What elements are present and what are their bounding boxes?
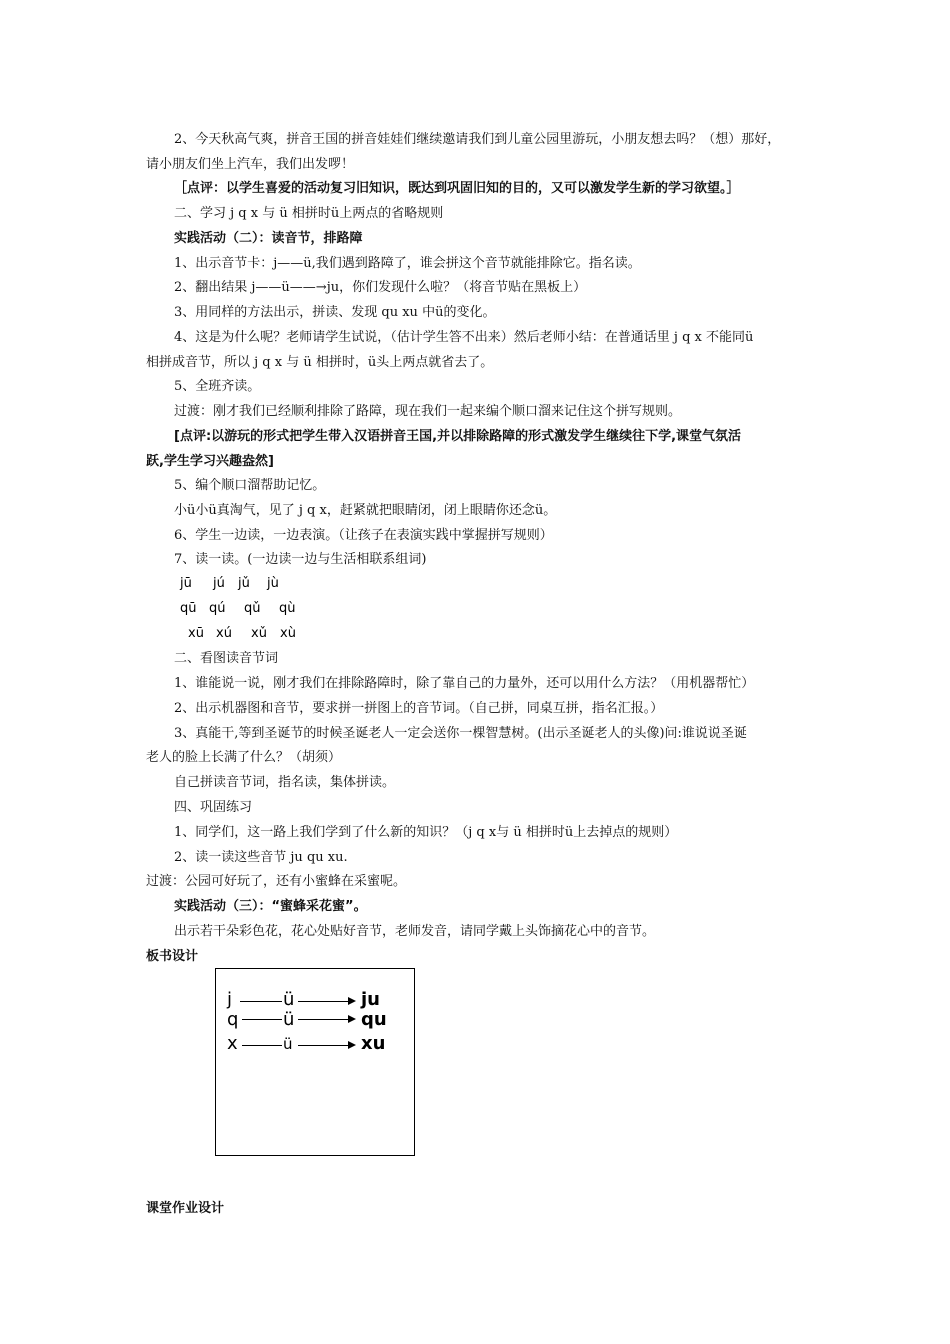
paragraph-line: 过渡：刚才我们已经顺利排除了路障，现在我们一起来编个顺口溜来记住这个拼写规则。: [174, 404, 682, 419]
pinyin-syllable: qū: [180, 601, 197, 616]
board-vowel: ü: [283, 1035, 293, 1053]
board-initial: j: [227, 989, 233, 1010]
section-heading: 二、学习 j q x 与 ü 相拼时ü上两点的省略规则: [174, 206, 444, 221]
paragraph-line: 1、谁能说一说，刚才我们在排除路障时，除了靠自己的力量外，还可以用什么方法？（用机器帮忙）: [174, 676, 755, 691]
board-connector-line: [242, 1019, 282, 1020]
comment-line: [点评:以游玩的形式把学生带入汉语拼音王国,并以排除路障的形式激发学生继续往下学,课堂气氛活: [174, 429, 742, 444]
pinyin-syllable: qú: [209, 601, 226, 616]
paragraph-line: 5、编个顺口溜帮助记忆。: [174, 478, 326, 493]
paragraph-line: 2、翻出结果 j——ü——→ju，你们发现什么啦？（将音节贴在黑板上）: [174, 280, 587, 295]
homework-design-heading: 课堂作业设计: [146, 1201, 225, 1216]
pinyin-syllable: xù: [280, 626, 296, 641]
board-connector-line: [242, 1045, 282, 1046]
pinyin-syllable: xǔ: [251, 626, 267, 641]
pinyin-syllable: xú: [216, 626, 232, 641]
board-result: ju: [361, 989, 380, 1010]
arrow-right-icon: [348, 997, 356, 1005]
pinyin-syllable: jǔ: [238, 576, 250, 591]
comment-line: ［点评：以学生喜爱的活动复习旧知识，既达到巩固旧知的目的，又可以激发学生新的学习欲望。］: [174, 181, 740, 196]
paragraph-line: 相拼成音节，所以 j q x 与 ü 相拼时，ü头上两点就省去了。: [146, 355, 494, 370]
board-connector-line: [240, 1001, 282, 1002]
paragraph-line: 2、读一读这些音节 ju qu xu.: [174, 850, 348, 865]
pinyin-syllable: xū: [188, 626, 204, 641]
paragraph-line: 4、这是为什么呢？老师请学生试说，（估计学生答不出来）然后老师小结：在普通话里 j q x 不能同ü: [174, 330, 754, 345]
board-initial: x: [227, 1033, 238, 1054]
activity-heading: 实践活动（二）：读音节，排路障: [174, 231, 363, 246]
board-initial: q: [227, 1009, 239, 1030]
paragraph-line: 过渡：公园可好玩了，还有小蜜蜂在采蜜呢。: [146, 874, 407, 889]
paragraph-line: 2、出示机器图和音节，要求拼一拼图上的音节词。（自己拼，同桌互拼，指名汇报。）: [174, 701, 664, 716]
pinyin-syllable: jú: [213, 576, 225, 591]
paragraph-line: 出示若干朵彩色花，花心处贴好音节，老师发音，请同学戴上头饰摘花心中的音节。: [174, 924, 656, 939]
paragraph-line: 自己拼读音节词，指名读，集体拼读。: [174, 775, 396, 790]
board-design-heading: 板书设计: [146, 949, 199, 964]
board-vowel: ü: [283, 1009, 295, 1030]
comment-line: 跃,学生学习兴趣盎然]: [146, 454, 274, 469]
paragraph-line: 5、全班齐读。: [174, 379, 261, 394]
paragraph-line: 1、出示音节卡：j——ü,我们遇到路障了，谁会拼这个音节就能排除它。指名读。: [174, 256, 641, 271]
paragraph-line: 6、学生一边读，一边表演。（让孩子在表演实践中掌握拼写规则）: [174, 528, 553, 543]
paragraph-line: 3、用同样的方法出示，拼读、发现 qu xu 中ü的变化。: [174, 305, 496, 320]
board-vowel: ü: [283, 989, 295, 1010]
paragraph-line: 1、同学们，这一路上我们学到了什么新的知识？（j q x与 ü 相拼时ü上去掉点的规则）: [174, 825, 678, 840]
board-arrow-line: [298, 1019, 348, 1020]
arrow-right-icon: [348, 1041, 356, 1049]
pinyin-syllable: jù: [267, 576, 279, 591]
board-arrow-line: [298, 1001, 348, 1002]
pinyin-syllable: jū: [180, 576, 192, 591]
paragraph-line: 7、读一读。(一边读一边与生活相联系组词): [174, 552, 427, 567]
section-heading: 二、看图读音节词: [174, 651, 279, 666]
pinyin-syllable: qǔ: [244, 601, 261, 616]
arrow-right-icon: [348, 1015, 356, 1023]
activity-heading: 实践活动（三）：“蜜蜂采花蜜”。: [174, 899, 367, 914]
blackboard-design-box: [215, 968, 415, 1156]
paragraph-line: 2、今天秋高气爽，拼音王国的拼音娃娃们继续邀请我们到儿童公园里游玩，小朋友想去吗？（想）那好，: [174, 132, 781, 147]
board-result: xu: [361, 1033, 386, 1054]
board-result: qu: [361, 1009, 387, 1030]
paragraph-line: 小ü小ü真淘气，见了 j q x，赶紧就把眼睛闭，闭上眼睛你还念ü。: [174, 503, 557, 518]
board-arrow-line: [298, 1045, 348, 1046]
paragraph-line: 请小朋友们坐上汽车，我们出发啰！: [146, 157, 355, 172]
paragraph-line: 3、真能干,等到圣诞节的时候圣诞老人一定会送你一棵智慧树。(出示圣诞老人的头像)问:谁说说圣诞: [174, 726, 747, 741]
paragraph-line: 老人的脸上长满了什么？（胡须）: [146, 750, 342, 765]
section-heading: 四、巩固练习: [174, 800, 253, 815]
pinyin-syllable: qù: [279, 601, 296, 616]
